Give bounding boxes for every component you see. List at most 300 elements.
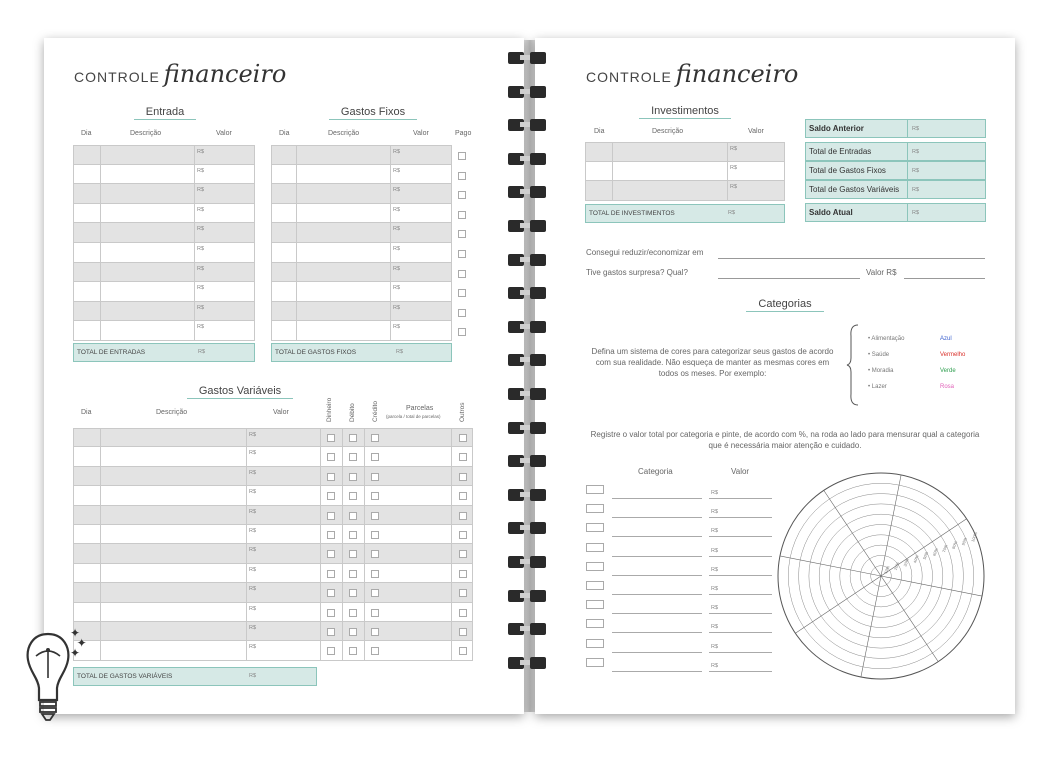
outros-checkbox[interactable]: [459, 473, 467, 481]
spiral-ring: [508, 151, 546, 167]
spiral-ring: [508, 621, 546, 637]
entrada-row[interactable]: [73, 302, 255, 322]
gastos-fixos-dia-cell[interactable]: [296, 321, 297, 340]
entrada-dia-cell[interactable]: [100, 146, 101, 164]
category-name-line[interactable]: [612, 671, 702, 672]
entrada-valor-cell[interactable]: R$: [197, 187, 205, 194]
gastos-fixos-dia-cell[interactable]: [296, 184, 297, 203]
outros-checkbox[interactable]: [459, 492, 467, 500]
pago-checkbox[interactable]: [458, 289, 466, 297]
gv-header-descricao: Descrição: [156, 409, 188, 416]
gastos-fixos-valor-cell[interactable]: R$: [393, 149, 401, 155]
category-value-line[interactable]: [709, 613, 772, 614]
dinheiro-checkbox[interactable]: [327, 628, 335, 636]
gastos-fixos-header-valor: Valor: [413, 130, 429, 137]
gastos-fixos-dia-cell[interactable]: [296, 302, 297, 321]
ring-right: [530, 590, 546, 602]
investimentos-valor-cell[interactable]: R$: [730, 184, 738, 191]
summary-value[interactable]: R$: [912, 168, 920, 174]
pago-checkbox[interactable]: [458, 270, 466, 278]
category-color-box[interactable]: [586, 619, 604, 628]
entrada-descricao-cell[interactable]: [194, 321, 195, 340]
pago-checkbox[interactable]: [458, 230, 466, 238]
category-name-line[interactable]: [612, 652, 702, 653]
gastos-fixos-descricao-cell[interactable]: [390, 184, 391, 203]
gastos-variaveis-descricao-cell[interactable]: [246, 641, 247, 659]
entrada-valor-cell[interactable]: R$: [197, 304, 205, 311]
outros-checkbox[interactable]: [459, 570, 467, 578]
gastos-fixos-descricao-cell[interactable]: [390, 223, 391, 242]
gastos-variaveis-valor-cell[interactable]: R$: [249, 566, 257, 573]
debito-checkbox[interactable]: [349, 512, 357, 520]
wheel-ring-label: 20%: [892, 561, 901, 571]
gastos-fixos-header-dia: Dia: [279, 130, 290, 137]
debito-checkbox[interactable]: [349, 570, 357, 578]
gastos-fixos-valor-cell[interactable]: R$: [393, 324, 401, 331]
category-value-line[interactable]: [709, 632, 772, 633]
debito-checkbox[interactable]: [349, 628, 357, 636]
gastos-variaveis-descricao-cell[interactable]: [246, 603, 247, 621]
entrada-row[interactable]: [73, 243, 255, 263]
outros-checkbox[interactable]: [459, 589, 467, 597]
gastos-fixos-descricao-cell[interactable]: [390, 204, 391, 223]
gastos-fixos-descricao-cell[interactable]: [390, 321, 391, 340]
gastos-variaveis-row[interactable]: [73, 506, 473, 525]
debito-checkbox[interactable]: [349, 589, 357, 597]
gastos-variaveis-valor-cell[interactable]: R$: [249, 644, 257, 651]
entrada-row[interactable]: [73, 184, 255, 204]
gastos-variaveis-dia-cell[interactable]: [100, 486, 101, 504]
category-value-line[interactable]: [709, 517, 772, 518]
wheel-spoke: [780, 556, 881, 576]
wheel-ring-label: 80%: [950, 540, 959, 550]
gastos-variaveis-descricao-cell[interactable]: [246, 506, 247, 524]
category-value-line[interactable]: [709, 594, 772, 595]
outros-checkbox[interactable]: [459, 609, 467, 617]
entrada-row[interactable]: [73, 321, 255, 341]
spiral-ring: [508, 655, 546, 671]
ring-right: [530, 623, 546, 635]
gastos-variaveis-dia-cell[interactable]: [100, 525, 101, 543]
gastos-variaveis-valor-cell[interactable]: R$: [249, 547, 257, 554]
gastos-fixos-total-value[interactable]: R$: [396, 349, 404, 355]
entrada-valor-cell[interactable]: R$: [197, 246, 205, 252]
entrada-descricao-cell[interactable]: [194, 223, 195, 242]
pago-checkbox[interactable]: [458, 172, 466, 180]
gastos-variaveis-dia-cell[interactable]: [100, 564, 101, 582]
gastos-fixos-row[interactable]: [271, 145, 452, 165]
category-value-currency: R$: [711, 547, 719, 554]
gastos-variaveis-row[interactable]: [73, 467, 473, 486]
dinheiro-checkbox[interactable]: [327, 453, 335, 461]
credito-checkbox[interactable]: [371, 453, 379, 461]
entrada-descricao-cell[interactable]: [194, 282, 195, 301]
inv-total-value[interactable]: R$: [728, 210, 736, 216]
gastos-variaveis-dia-cell[interactable]: [100, 641, 101, 659]
debito-checkbox[interactable]: [349, 550, 357, 558]
spiral-ring: [508, 352, 546, 368]
entrada-valor-cell[interactable]: R$: [197, 167, 205, 174]
answer-line-reduzir[interactable]: [718, 258, 985, 259]
investimentos-valor-cell[interactable]: R$: [730, 146, 738, 152]
question-surpresa: Tive gastos surpresa? Qual?: [586, 268, 688, 277]
gastos-variaveis-dia-cell[interactable]: [100, 429, 101, 446]
categorias-instruction: Registre o valor total por categoria e pinte, de acordo com %, na roda ao lado para mensurar qual a categoria que é necessária maior atenção e cuidado.: [590, 430, 980, 450]
category-value-currency: R$: [711, 662, 719, 669]
investimentos-row[interactable]: [585, 162, 785, 182]
summary-value[interactable]: R$: [912, 187, 920, 193]
spiral-ring: [508, 50, 546, 66]
entrada-descricao-cell[interactable]: [194, 302, 195, 321]
gastos-fixos-valor-cell[interactable]: R$: [393, 285, 401, 292]
summary-divider: [907, 120, 908, 137]
category-value-line[interactable]: [709, 652, 772, 653]
entrada-dia-cell[interactable]: [100, 184, 101, 203]
outros-checkbox[interactable]: [459, 531, 467, 539]
entrada-valor-cell[interactable]: R$: [197, 149, 205, 155]
spiral-ring: [508, 84, 546, 100]
entrada-dia-cell[interactable]: [100, 282, 101, 301]
entrada-row[interactable]: [73, 282, 255, 302]
gv-total-value[interactable]: R$: [249, 673, 257, 679]
gastos-fixos-row[interactable]: [271, 282, 452, 302]
dinheiro-checkbox[interactable]: [327, 512, 335, 520]
dinheiro-checkbox[interactable]: [327, 647, 335, 655]
pago-checkbox[interactable]: [458, 152, 466, 160]
ring-right: [530, 153, 546, 165]
category-value-currency: R$: [711, 528, 719, 535]
gastos-variaveis-row[interactable]: [73, 544, 473, 563]
gastos-fixos-row[interactable]: [271, 243, 452, 263]
category-name-line[interactable]: [612, 594, 702, 595]
gastos-fixos-valor-cell[interactable]: R$: [393, 206, 401, 213]
gastos-variaveis-descricao-cell[interactable]: [246, 622, 247, 640]
gastos-fixos-row[interactable]: [271, 302, 452, 322]
entrada-dia-cell[interactable]: [100, 321, 101, 340]
category-name-line[interactable]: [612, 517, 702, 518]
category-name-line[interactable]: [612, 613, 702, 614]
category-color-box[interactable]: [586, 485, 604, 494]
gastos-fixos-dia-cell[interactable]: [296, 204, 297, 223]
category-value-line[interactable]: [709, 671, 772, 672]
credito-checkbox[interactable]: [371, 531, 379, 539]
ring-right: [530, 186, 546, 198]
gastos-variaveis-dia-cell[interactable]: [100, 603, 101, 621]
entrada-valor-cell[interactable]: R$: [197, 324, 205, 331]
gastos-variaveis-valor-cell[interactable]: R$: [249, 469, 257, 476]
debito-checkbox[interactable]: [349, 434, 357, 442]
category-color-box[interactable]: [586, 504, 604, 513]
gastos-variaveis-descricao-cell[interactable]: [246, 525, 247, 543]
category-color-box[interactable]: [586, 523, 604, 532]
gastos-variaveis-row[interactable]: [73, 428, 473, 447]
investimentos-descricao-cell[interactable]: [727, 162, 728, 181]
spiral-ring: [508, 285, 546, 301]
category-value-currency: R$: [711, 566, 719, 573]
left-page-title: [74, 60, 286, 88]
gastos-fixos-row[interactable]: [271, 263, 452, 283]
debito-checkbox[interactable]: [349, 473, 357, 481]
gastos-fixos-dia-cell[interactable]: [296, 282, 297, 301]
outros-checkbox[interactable]: [459, 512, 467, 520]
gastos-fixos-title: Gastos Fixos: [308, 106, 438, 120]
entrada-valor-cell[interactable]: R$: [197, 265, 205, 272]
credito-checkbox[interactable]: [371, 570, 379, 578]
entrada-row[interactable]: [73, 223, 255, 243]
inv-header-dia: Dia: [594, 128, 605, 135]
investimentos-dia-cell[interactable]: [612, 181, 613, 200]
gastos-variaveis-row[interactable]: [73, 564, 473, 583]
gastos-variaveis-row[interactable]: [73, 603, 473, 622]
gastos-fixos-descricao-cell[interactable]: [390, 282, 391, 301]
gv-header-valor: Valor: [273, 409, 289, 416]
summary-label: Saldo Atual: [809, 208, 853, 217]
investimentos-descricao-cell[interactable]: [727, 143, 728, 161]
gastos-variaveis-dia-cell[interactable]: [100, 447, 101, 465]
gastos-fixos-descricao-cell[interactable]: [390, 243, 391, 262]
gv-header-dinheiro: Dinheiro: [326, 397, 333, 422]
gastos-fixos-dia-cell[interactable]: [296, 263, 297, 282]
gastos-variaveis-row[interactable]: [73, 641, 473, 660]
category-name-line[interactable]: [612, 575, 702, 576]
entrada-dia-cell[interactable]: [100, 223, 101, 242]
summary-row: [805, 203, 986, 222]
dinheiro-checkbox[interactable]: [327, 550, 335, 558]
wheel-spoke: [881, 576, 938, 662]
ring-right: [530, 556, 546, 568]
credito-checkbox[interactable]: [371, 473, 379, 481]
gastos-fixos-row[interactable]: [271, 321, 452, 341]
outros-checkbox[interactable]: [459, 453, 467, 461]
category-name-line[interactable]: [612, 536, 702, 537]
gastos-variaveis-descricao-cell[interactable]: [246, 429, 247, 446]
entrada-row[interactable]: [73, 263, 255, 283]
gastos-variaveis-descricao-cell[interactable]: [246, 467, 247, 485]
summary-value[interactable]: R$: [912, 126, 920, 132]
gastos-fixos-valor-cell[interactable]: R$: [393, 304, 401, 311]
gastos-variaveis-row[interactable]: [73, 622, 473, 641]
entrada-valor-cell[interactable]: R$: [197, 226, 205, 233]
question-valor: Valor R$: [866, 268, 897, 277]
debito-checkbox[interactable]: [349, 531, 357, 539]
category-color-box[interactable]: [586, 600, 604, 609]
ring-right: [530, 422, 546, 434]
category-example-color: Rosa: [940, 384, 955, 390]
outros-checkbox[interactable]: [459, 628, 467, 636]
investimentos-descricao-cell[interactable]: [727, 181, 728, 200]
summary-value[interactable]: R$: [912, 210, 920, 216]
gastos-variaveis-valor-cell[interactable]: R$: [249, 605, 257, 612]
entrada-dia-cell[interactable]: [100, 263, 101, 282]
wheel-spoke: [795, 576, 881, 633]
category-value-line[interactable]: [709, 556, 772, 557]
gastos-variaveis-dia-cell[interactable]: [100, 622, 101, 640]
gastos-variaveis-valor-cell[interactable]: R$: [249, 625, 257, 631]
pago-checkbox[interactable]: [458, 211, 466, 219]
entrada-valor-cell[interactable]: R$: [197, 206, 205, 213]
gastos-variaveis-row[interactable]: [73, 447, 473, 466]
dinheiro-checkbox[interactable]: [327, 492, 335, 500]
cat-header-categoria: Categoria: [638, 467, 673, 476]
category-color-box[interactable]: [586, 658, 604, 667]
gastos-fixos-descricao-cell[interactable]: [390, 263, 391, 282]
gastos-fixos-row[interactable]: [271, 223, 452, 243]
gastos-fixos-valor-cell[interactable]: R$: [393, 226, 401, 233]
wheel-ring-label: 60%: [931, 547, 939, 557]
entrada-total-value[interactable]: R$: [198, 349, 206, 355]
entrada-descricao-cell[interactable]: [194, 165, 195, 184]
gastos-variaveis-valor-cell[interactable]: R$: [249, 450, 257, 457]
gastos-variaveis-descricao-cell[interactable]: [246, 564, 247, 582]
dinheiro-checkbox[interactable]: [327, 473, 335, 481]
gastos-fixos-descricao-cell[interactable]: [390, 165, 391, 184]
category-example-name: • Saúde: [868, 352, 890, 358]
ring-right: [530, 321, 546, 333]
wheel-spoke: [881, 576, 982, 596]
investimentos-dia-cell[interactable]: [612, 162, 613, 181]
gastos-fixos-row[interactable]: [271, 204, 452, 224]
entrada-total-label: TOTAL DE ENTRADAS: [77, 349, 146, 356]
gastos-variaveis-dia-cell[interactable]: [100, 467, 101, 485]
credito-checkbox[interactable]: [371, 647, 379, 655]
gastos-fixos-valor-cell[interactable]: R$: [393, 167, 401, 174]
outros-checkbox[interactable]: [459, 434, 467, 442]
gastos-variaveis-dia-cell[interactable]: [100, 544, 101, 562]
credito-checkbox[interactable]: [371, 589, 379, 597]
summary-row: [805, 180, 986, 199]
pago-checkbox[interactable]: [458, 250, 466, 258]
entrada-descricao-cell[interactable]: [194, 146, 195, 164]
entrada-dia-cell[interactable]: [100, 302, 101, 321]
debito-checkbox[interactable]: [349, 609, 357, 617]
entrada-row[interactable]: [73, 165, 255, 185]
gastos-variaveis-valor-cell[interactable]: R$: [249, 586, 257, 593]
percentage-wheel[interactable]: [776, 471, 986, 681]
entrada-descricao-cell[interactable]: [194, 263, 195, 282]
category-name-line[interactable]: [612, 498, 702, 499]
dinheiro-checkbox[interactable]: [327, 609, 335, 617]
spiral-ring: [508, 453, 546, 469]
gastos-variaveis-descricao-cell[interactable]: [246, 583, 247, 601]
entrada-row[interactable]: [73, 145, 255, 165]
entrada-descricao-cell[interactable]: [194, 204, 195, 223]
credito-checkbox[interactable]: [371, 628, 379, 636]
category-name-line[interactable]: [612, 632, 702, 633]
gastos-variaveis-valor-cell[interactable]: R$: [249, 508, 257, 515]
credito-checkbox[interactable]: [371, 512, 379, 520]
gastos-variaveis-valor-cell[interactable]: R$: [249, 528, 257, 534]
gastos-fixos-dia-cell[interactable]: [296, 165, 297, 184]
ring-right: [530, 287, 546, 299]
gastos-variaveis-row[interactable]: [73, 486, 473, 505]
gastos-variaveis-descricao-cell[interactable]: [246, 486, 247, 504]
credito-checkbox[interactable]: [371, 609, 379, 617]
gastos-fixos-valor-cell[interactable]: R$: [393, 265, 401, 272]
gastos-fixos-descricao-cell[interactable]: [390, 146, 391, 164]
investimentos-row[interactable]: [585, 142, 785, 162]
outros-checkbox[interactable]: [459, 647, 467, 655]
summary-label: Total de Gastos Variáveis: [809, 185, 900, 194]
dinheiro-checkbox[interactable]: [327, 570, 335, 578]
gastos-fixos-dia-cell[interactable]: [296, 223, 297, 242]
category-color-box[interactable]: [586, 639, 604, 648]
answer-line-surpresa[interactable]: [718, 278, 860, 279]
gastos-fixos-valor-cell[interactable]: R$: [393, 187, 401, 194]
entrada-row[interactable]: [73, 204, 255, 224]
gastos-variaveis-row[interactable]: [73, 525, 473, 544]
title-prefix: CONTROLE: [586, 69, 672, 85]
credito-checkbox[interactable]: [371, 550, 379, 558]
category-color-box[interactable]: [586, 562, 604, 571]
category-color-box[interactable]: [586, 581, 604, 590]
investimentos-valor-cell[interactable]: R$: [730, 164, 738, 171]
entrada-dia-cell[interactable]: [100, 204, 101, 223]
credito-checkbox[interactable]: [371, 434, 379, 442]
summary-value[interactable]: R$: [912, 149, 920, 155]
gv-header-debito: Débito: [349, 403, 356, 422]
category-color-box[interactable]: [586, 543, 604, 552]
investimentos-dia-cell[interactable]: [612, 143, 613, 161]
gastos-variaveis-total: [73, 667, 317, 686]
outros-checkbox[interactable]: [459, 550, 467, 558]
gastos-variaveis-valor-cell[interactable]: R$: [249, 489, 257, 496]
gv-header-parcelas: Parcelas: [406, 405, 434, 412]
gastos-fixos-header-pago: Pago: [455, 130, 472, 137]
gastos-fixos-dia-cell[interactable]: [296, 243, 297, 262]
gastos-fixos-dia-cell[interactable]: [296, 146, 297, 164]
gastos-variaveis-dia-cell[interactable]: [100, 506, 101, 524]
entrada-header-valor: Valor: [216, 130, 232, 137]
entrada-descricao-cell[interactable]: [194, 243, 195, 262]
category-example-name: • Alimentação: [868, 336, 905, 342]
debito-checkbox[interactable]: [349, 492, 357, 500]
pago-checkbox[interactable]: [458, 191, 466, 199]
credito-checkbox[interactable]: [371, 492, 379, 500]
investimentos-total: [585, 204, 785, 223]
gastos-variaveis-dia-cell[interactable]: [100, 583, 101, 601]
gastos-variaveis-valor-cell[interactable]: R$: [249, 432, 257, 438]
category-value-line[interactable]: [709, 575, 772, 576]
gastos-fixos-valor-cell[interactable]: R$: [393, 246, 401, 252]
category-value-line[interactable]: [709, 536, 772, 537]
category-name-line[interactable]: [612, 556, 702, 557]
entrada-valor-cell[interactable]: R$: [197, 285, 205, 292]
gastos-fixos-descricao-cell[interactable]: [390, 302, 391, 321]
dinheiro-checkbox[interactable]: [327, 589, 335, 597]
gastos-fixos-row[interactable]: [271, 165, 452, 185]
gastos-fixos-row[interactable]: [271, 184, 452, 204]
pago-checkbox[interactable]: [458, 328, 466, 336]
gastos-variaveis-descricao-cell[interactable]: [246, 544, 247, 562]
debito-checkbox[interactable]: [349, 647, 357, 655]
entrada-dia-cell[interactable]: [100, 165, 101, 184]
debito-checkbox[interactable]: [349, 453, 357, 461]
category-value-line[interactable]: [709, 498, 772, 499]
entrada-descricao-cell[interactable]: [194, 184, 195, 203]
investimentos-row[interactable]: [585, 181, 785, 201]
gastos-fixos-header-descricao: Descrição: [328, 130, 360, 137]
answer-line-valor[interactable]: [904, 278, 985, 279]
gastos-variaveis-row[interactable]: [73, 583, 473, 602]
entrada-dia-cell[interactable]: [100, 243, 101, 262]
dinheiro-checkbox[interactable]: [327, 531, 335, 539]
entrada-total: [73, 343, 255, 362]
gv-header-dia: Dia: [81, 409, 92, 416]
dinheiro-checkbox[interactable]: [327, 434, 335, 442]
gastos-variaveis-descricao-cell[interactable]: [246, 447, 247, 465]
pago-checkbox[interactable]: [458, 309, 466, 317]
inv-header-valor: Valor: [748, 128, 764, 135]
